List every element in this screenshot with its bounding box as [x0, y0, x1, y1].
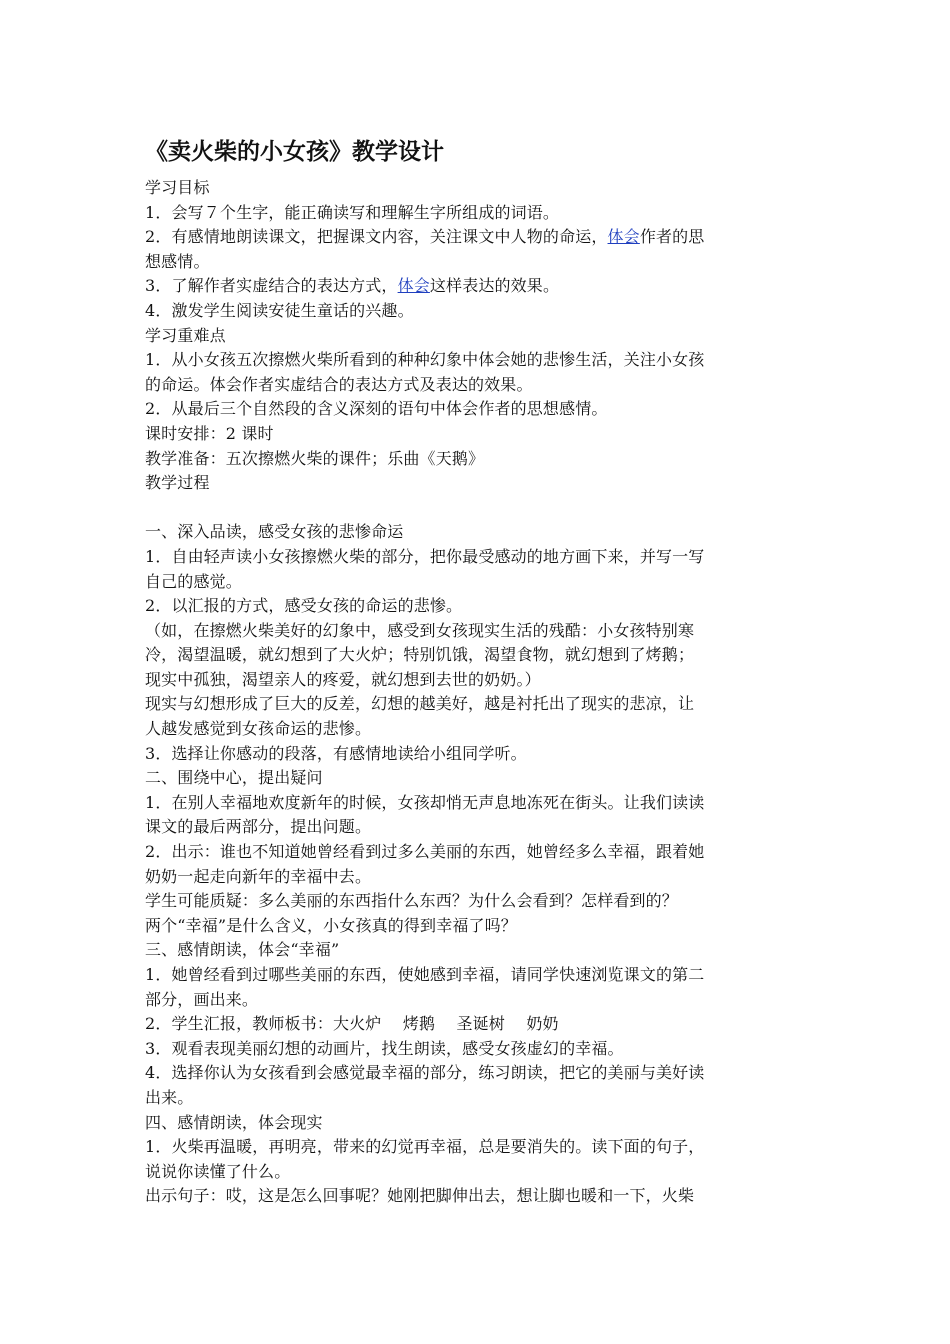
- blank-line: [145, 496, 810, 521]
- preparation-text: 教学准备：五次擦燃火柴的课件；乐曲《天鹅》: [145, 448, 485, 468]
- document-page: [145, 136, 810, 1209]
- goal-item-4: 4．激发学生阅读安徒生童话的兴趣。: [145, 300, 414, 320]
- process-section-3-heading: 三、感情朗读，体会“幸福”: [145, 940, 340, 960]
- process-s4-item-1-line-1: 1．火柴再温暖，再明亮，带来的幻觉再幸福，总是要消失的。读下面的句子，: [145, 1137, 705, 1157]
- process-s1-item-2: 2．以汇报的方式，感受女孩的命运的悲惨。: [145, 596, 463, 616]
- key-point-2: 2．从最后三个自然段的含义深刻的语句中体会作者的思想感情。: [145, 399, 608, 419]
- process-s4-item-1-line-2: 说说你读懂了什么。: [145, 1161, 291, 1181]
- goal-item-3-text-after: 这样表达的效果。: [429, 276, 560, 296]
- process-s4-item-2-line-1: 出示句子：哎，这是怎么回事呢？她刚把脚伸出去，想让脚也暖和一下，火柴: [145, 1186, 695, 1206]
- section-heading-key-points: 学习重难点: [145, 325, 226, 345]
- hyperlink-tihui-1[interactable]: 体会: [607, 227, 640, 247]
- key-point-1-line-2: 的命运。体会作者实虚结合的表达方式及表达的效果。: [145, 374, 533, 394]
- process-s2-question-1: 学生可能质疑：多么美丽的东西指什么东西？为什么会看到？怎样看到的？: [145, 891, 678, 911]
- process-s1-item-1-line-2: 自己的感觉。: [145, 571, 242, 591]
- process-s1-note-line-1: （如，在擦燃火柴美好的幻象中，感受到女孩现实生活的残酷：小女孩特别寒: [145, 620, 695, 640]
- key-point-1-line-1: 1．从小女孩五次擦燃火柴所看到的种种幻象中体会她的悲惨生活，关注小女孩: [145, 350, 705, 370]
- process-s3-item-4-line-1: 4．选择你认为女孩看到会感觉最幸福的部分，练习朗读，把它的美丽与美好读: [145, 1063, 705, 1083]
- goal-item-3: [145, 274, 810, 299]
- process-s2-item-1-line-1: 1．在别人幸福地欢度新年的时候，女孩却悄无声息地冻死在街头。让我们读读: [145, 792, 705, 812]
- process-section-2-heading: 二、围绕中心，提出疑问: [145, 768, 323, 788]
- process-s2-item-1-line-2: 课文的最后两部分，提出问题。: [145, 817, 372, 837]
- goal-item-2: [145, 225, 810, 250]
- process-s1-note-line-3: 现实中孤独，渴望亲人的疼爱，就幻想到去世的奶奶。）: [145, 669, 541, 689]
- process-s2-question-2: 两个“幸福”是什么含义，小女孩真的得到幸福了吗？: [145, 915, 517, 935]
- goal-item-2-text-before: 2．有感情地朗读课文，把握课文内容，关注课文中人物的命运，: [145, 227, 608, 247]
- section-heading-process: 教学过程: [145, 473, 210, 493]
- process-section-1-heading: 一、深入品读，感受女孩的悲惨命运: [145, 522, 404, 542]
- document-title: 《卖火柴的小女孩》教学设计: [145, 138, 444, 165]
- process-s1-paragraph-line-2: 人越发感觉到女孩命运的悲惨。: [145, 719, 372, 739]
- process-s2-item-2-line-1: 2．出示：谁也不知道她曾经看到过多么美丽的东西，她曾经多么幸福，跟着她: [145, 842, 705, 862]
- process-section-4-heading: 四、感情朗读，体会现实: [145, 1112, 323, 1132]
- goal-item-1: 1．会写７个生字，能正确读写和理解生字所组成的词语。: [145, 202, 560, 222]
- hyperlink-tihui-2[interactable]: 体会: [397, 276, 430, 296]
- goal-item-3-text-before: 3．了解作者实虚结合的表达方式，: [145, 276, 398, 296]
- process-s3-item-1-line-2: 部分，画出来。: [145, 989, 259, 1009]
- process-s1-paragraph-line-1: 现实与幻想形成了巨大的反差，幻想的越美好，越是衬托出了现实的悲凉，让: [145, 694, 695, 714]
- process-s3-item-4-line-2: 出来。: [145, 1087, 194, 1107]
- process-s3-item-2: 2．学生汇报，教师板书：大火炉 烤鹅 圣诞树 奶奶: [145, 1014, 559, 1034]
- process-s2-item-2-line-2: 奶奶一起走向新年的幸福中去。: [145, 866, 372, 886]
- process-s1-item-3: 3．选择让你感动的段落，有感情地读给小组同学听。: [145, 743, 527, 763]
- process-s3-item-3: 3．观看表现美丽幻想的动画片，找生朗读，感受女孩虚幻的幸福。: [145, 1038, 624, 1058]
- process-s3-item-1-line-1: 1．她曾经看到过哪些美丽的东西，使她感到幸福，请同学快速浏览课文的第二: [145, 965, 705, 984]
- goal-item-2-text-after: 作者的思: [639, 227, 705, 247]
- process-s1-item-1-line-1: 1．自由轻声读小女孩擦燃火柴的部分，把你最受感动的地方画下来，并写一写: [145, 546, 705, 566]
- section-heading-goals: 学习目标: [145, 178, 210, 197]
- process-s1-note-line-2: 冷，渴望温暖，就幻想到了大火炉；特别饥饿，渴望食物，就幻想到了烤鹅；: [145, 645, 695, 665]
- goal-item-2-continuation: 想感情。: [145, 251, 210, 271]
- schedule-text: 课时安排：2 课时: [145, 423, 274, 443]
